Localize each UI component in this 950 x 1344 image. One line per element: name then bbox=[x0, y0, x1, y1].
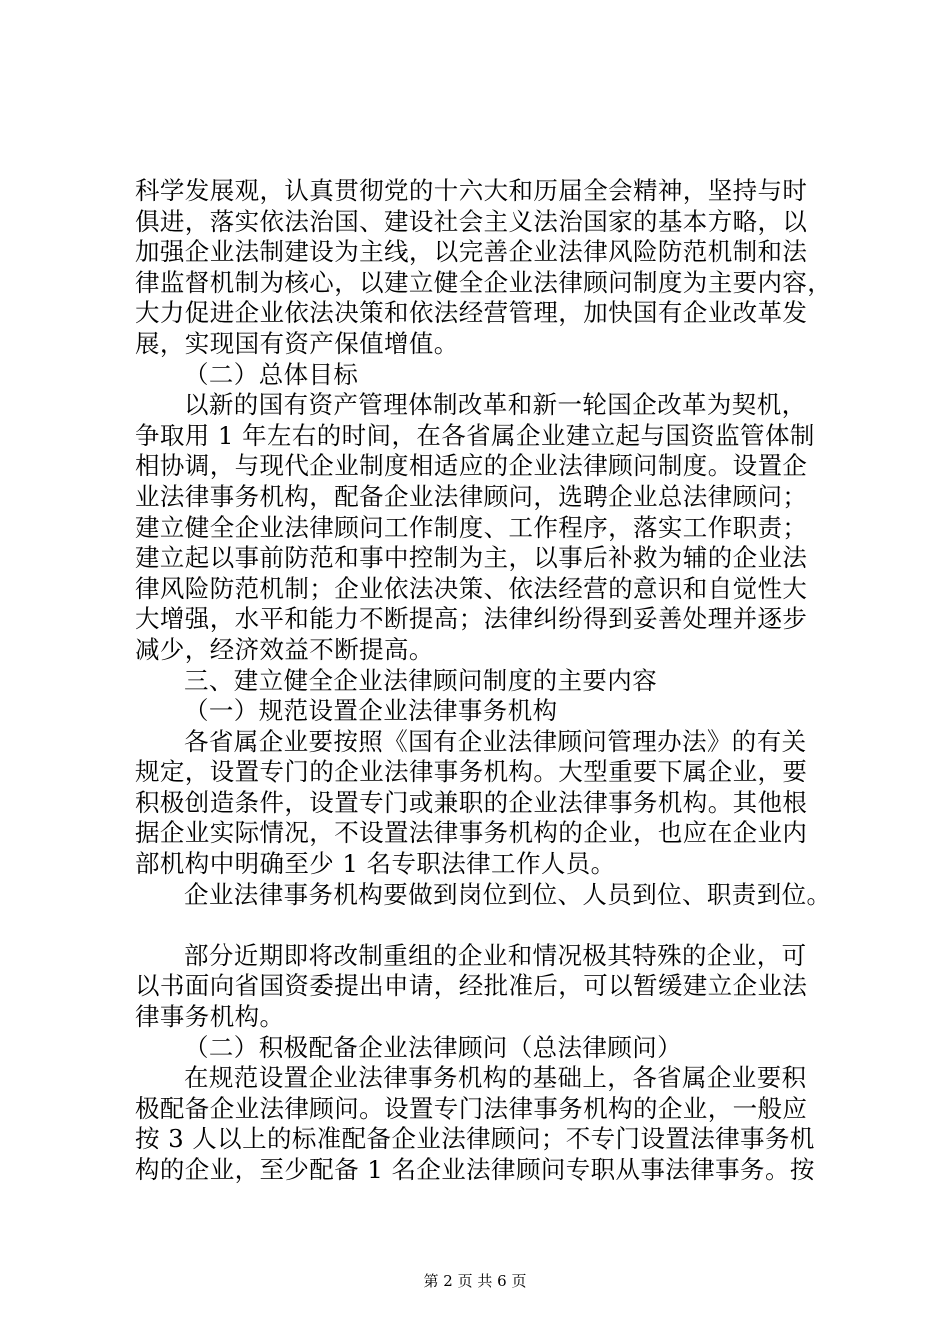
text-line: 各省属企业要按照《国有企业法律顾问管理办法》的有关 bbox=[184, 726, 807, 756]
text-line: 展，实现国有资产保值增值。 bbox=[135, 328, 459, 358]
text-line bbox=[135, 910, 865, 941]
text-line: 在规范设置企业法律事务机构的基础上，各省属企业要积 bbox=[184, 1063, 807, 1093]
text-line: 构的企业，至少配备 1 名企业法律顾问专职从事法律事务。按 bbox=[135, 1155, 815, 1184]
text-line: （二）总体目标 bbox=[184, 359, 359, 389]
text-line: 据企业实际情况，不设置法律事务机构的企业，也应在企业内 bbox=[135, 818, 808, 848]
text-line: 部分近期即将改制重组的企业和情况极其特殊的企业，可 bbox=[184, 940, 807, 970]
page-footer: 第 2 页 共 6 页 bbox=[423, 1272, 527, 1290]
text-line: 以书面向省国资委提出申请，经批准后，可以暂缓建立企业法 bbox=[135, 971, 808, 1001]
text-line: 部机构中明确至少 1 名专职法律工作人员。 bbox=[135, 849, 616, 879]
text-line: 三、建立健全企业法律顾问制度的主要内容 bbox=[184, 665, 658, 695]
text-line: （一）规范设置企业法律事务机构 bbox=[184, 696, 558, 726]
text-line: 积极创造条件，设置专门或兼职的企业法律事务机构。其他根 bbox=[135, 787, 808, 817]
text-line: 按 3 人以上的标准配备企业法律顾问；不专门设置法律事务机 bbox=[135, 1124, 815, 1154]
text-line: 以新的国有资产管理体制改革和新一轮国企改革为契机， bbox=[184, 390, 807, 420]
text-line: 俱进，落实依法治国、建设社会主义法治国家的基本方略，以 bbox=[135, 206, 808, 236]
text-line: 建立健全企业法律顾问工作制度、工作程序，落实工作职责； bbox=[135, 512, 808, 542]
text-line: 业法律事务机构，配备企业法律顾问，选聘企业总法律顾问； bbox=[135, 481, 808, 511]
text-line: 律事务机构。 bbox=[135, 1002, 285, 1032]
text-line: 律风险防范机制；企业依法决策、依法经营的意识和自觉性大 bbox=[135, 573, 808, 603]
text-line: 律监督机制为核心，以建立健全企业法律顾问制度为主要内容， bbox=[135, 267, 833, 297]
text-line: 减少，经济效益不断提高。 bbox=[135, 634, 434, 664]
text-line: 企业法律事务机构要做到岗位到位、人员到位、职责到位。 bbox=[184, 879, 832, 909]
text-line: 科学发展观，认真贯彻党的十六大和历届全会精神，坚持与时 bbox=[135, 176, 808, 205]
text-line: 相协调，与现代企业制度相适应的企业法律顾问制度。设置企 bbox=[135, 451, 808, 481]
text-line: 极配备企业法律顾问。设置专门法律事务机构的企业，一般应 bbox=[135, 1093, 808, 1123]
text-line: （二）积极配备企业法律顾问（总法律顾问） bbox=[184, 1032, 682, 1062]
text-line: 建立起以事前防范和事中控制为主，以事后补救为辅的企业法 bbox=[135, 543, 808, 573]
text-line: 大力促进企业依法决策和依法经营管理，加快国有企业改革发 bbox=[135, 298, 808, 328]
body-text bbox=[135, 176, 865, 1186]
text-line: 大增强，水平和能力不断提高；法律纠纷得到妥善处理并逐步 bbox=[135, 604, 808, 634]
text-line: 加强企业法制建设为主线，以完善企业法律风险防范机制和法 bbox=[135, 237, 808, 267]
text-line: 争取用 1 年左右的时间，在各省属企业建立起与国资监管体制 bbox=[135, 420, 815, 450]
text-line: 规定，设置专门的企业法律事务机构。大型重要下属企业，要 bbox=[135, 757, 808, 787]
